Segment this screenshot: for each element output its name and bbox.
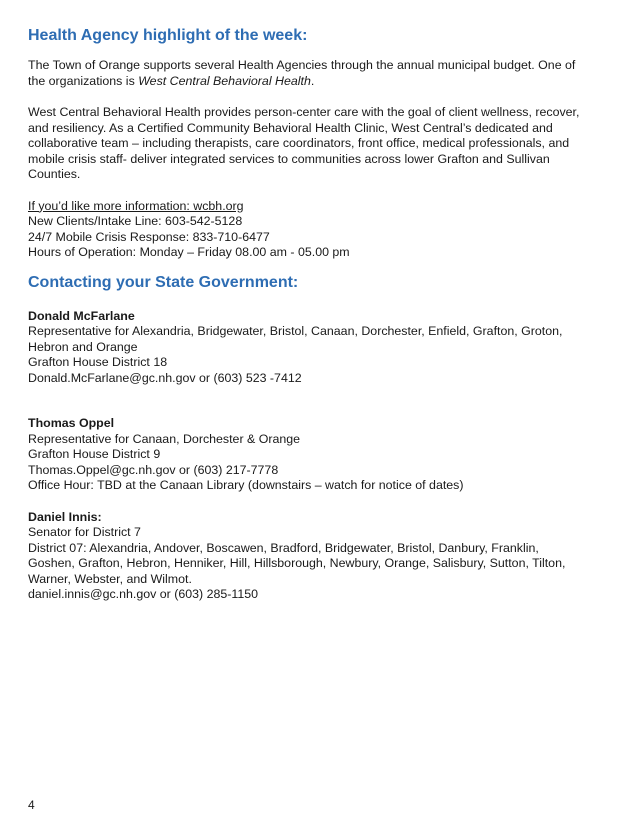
intake-line: New Clients/Intake Line: 603-542-5128 xyxy=(28,214,243,228)
senator-towns: District 07: Alexandria, Andover, Boscawen, Bradford, Bridgewater, Bristol, Danbury, Franklin, Goshen, Grafton, Hebron, Henniker, Hill, Hillsborough, Newbury, Orange, Salisbury, Sutton, Tilton, Warner, Webster, and Wilmot. xyxy=(28,540,566,586)
hours-line: Hours of Operation: Monday – Friday 08.00 am - 05.00 pm xyxy=(28,245,350,259)
senator-district: Senator for District 7 xyxy=(28,525,141,539)
rep-contact: Donald.McFarlane@gc.nh.gov or (603) 523 -7412 xyxy=(28,370,302,385)
senator-contact: daniel.innis@gc.nh.gov or (603) 285-1150 xyxy=(28,587,259,601)
org-name: West Central Behavioral Health xyxy=(138,73,311,88)
rep-contact: Thomas.Oppel@gc.nh.gov or (603) 217-7778 xyxy=(28,462,279,477)
intro-text: The Town of Orange supports several Health Agencies through the annual municipal budget. One of the organizations is xyxy=(28,58,576,88)
page-content xyxy=(28,26,588,603)
page-number: 4 xyxy=(28,798,35,812)
rep-name: Donald McFarlane xyxy=(28,308,135,323)
health-agency-heading: Health Agency highlight of the week: xyxy=(28,27,308,44)
contact-info-block xyxy=(28,199,588,261)
crisis-line: 24/7 Mobile Crisis Response: 833-710-6477 xyxy=(28,229,270,244)
more-info-link[interactable]: If you’d like more information: wcbh.org xyxy=(28,198,244,213)
state-government-heading: Contacting your State Government: xyxy=(28,273,299,291)
rep-mcfarlane xyxy=(28,309,588,387)
senator-innis xyxy=(28,510,588,603)
rep-office-hour: Office Hour: TBD at the Canaan Library (downstairs – watch for notice of dates) xyxy=(28,478,464,492)
senator-name: Daniel Innis: xyxy=(28,509,102,524)
rep-district: Grafton House District 9 xyxy=(28,447,161,461)
intro-end: . xyxy=(310,73,315,88)
wcbh-description: West Central Behavioral Health provides person-center care with the goal of client wellness, recover, and resiliency. As a Certified Community Behavioral Health Clinic, West Central’s dedicated and collaborative team – including therapists, care coordinators, front office, medical professionals, and mobile crisis staff- deliver integrated services to communities across lower Grafton and Sullivan Counties. xyxy=(28,105,580,181)
rep-towns: Representative for Canaan, Dorchester & Orange xyxy=(28,431,301,446)
rep-oppel xyxy=(28,416,588,494)
rep-name: Thomas Oppel xyxy=(28,416,115,430)
rep-district: Grafton House District 18 xyxy=(28,355,168,369)
rep-towns: Representative for Alexandria, Bridgewater, Bristol, Canaan, Dorchester, Enfield, Grafton, Groton, Hebron and Orange xyxy=(28,324,563,354)
intro-paragraph xyxy=(28,58,588,89)
